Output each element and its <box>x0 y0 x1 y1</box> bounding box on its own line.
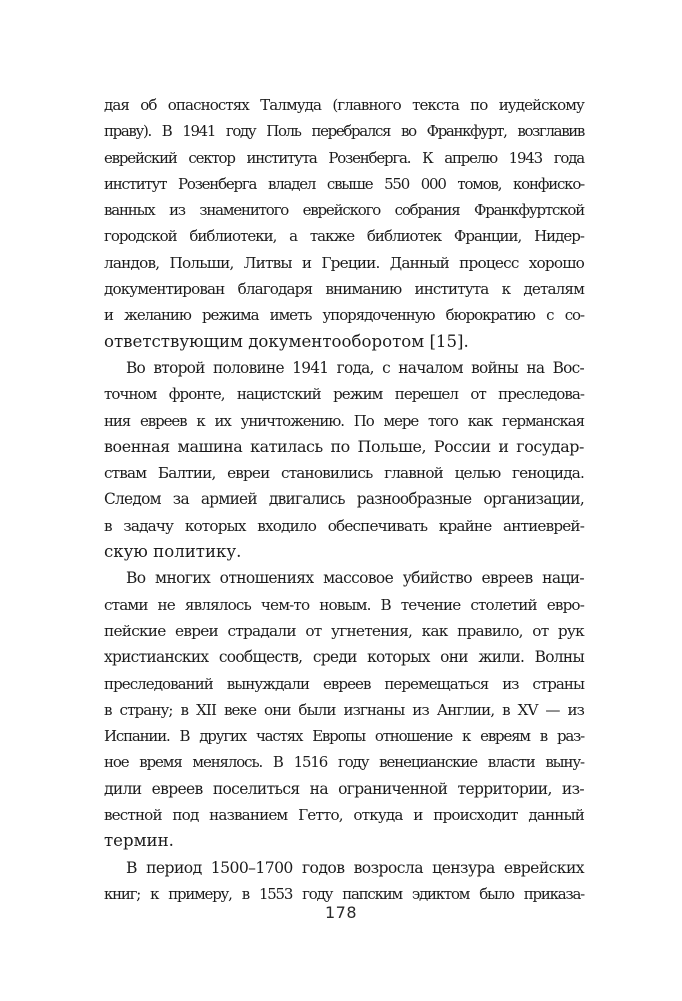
paragraph <box>104 92 584 355</box>
text-line: пейские евреи страдали от угнетения, как правило, от рук <box>104 621 584 640</box>
text-line: институт Розенберга владел свыше 550 000 томов, конфиско- <box>104 174 584 193</box>
text-line: дая об опасностях Талмуда (главного текста по иудейскому <box>104 96 584 114</box>
text-line: книг; к примеру, в 1553 году папским эдиктом было приказа- <box>104 884 584 903</box>
text-line: скую политику. <box>104 542 242 562</box>
body-text <box>104 92 584 907</box>
text-line: ответствующим документооборотом [15]. <box>104 331 469 351</box>
text-line: преследований вынуждали евреев перемещаться из страны <box>104 674 584 693</box>
paragraph <box>104 565 584 854</box>
text-line: христианских сообществ, среди которых они жили. Волны <box>104 648 584 667</box>
text-line: еврейский сектор института Розенберга. К апрелю 1943 года <box>104 148 584 167</box>
text-line: стами не являлось чем-то новым. В течение столетий евро- <box>104 595 584 614</box>
text-line: ствам Балтии, евреи становились главной целью геноцида. <box>104 464 584 483</box>
text-line: ландов, Польши, Литвы и Греции. Данный процесс хорошо <box>104 253 584 272</box>
text-line: вестной под названием Гетто, откуда и происходит данный <box>104 806 584 825</box>
text-line: В период 1500–1700 годов возросла цензура еврейских <box>126 858 584 877</box>
text-line: военная машина катилась по Польше, России и государ- <box>104 436 584 456</box>
text-line: ное время менялось. В 1516 году венецианские власти выну- <box>104 753 584 772</box>
text-line: ванных из знаменитого еврейского собрания Франкфуртской <box>104 201 584 220</box>
page-number: 178 <box>324 903 358 922</box>
text-line: Следом за армией двигались разнообразные организации, <box>104 490 584 509</box>
text-line: дили евреев поселиться на ограниченной территории, из- <box>104 779 584 798</box>
text-line: термин. <box>104 831 174 851</box>
paragraph <box>104 355 584 565</box>
text-line: городской библиотеки, а также библиотек Франции, Нидер- <box>104 227 584 246</box>
text-line: Во многих отношениях массовое убийство евреев наци- <box>126 569 584 588</box>
text-line: документирован благодаря вниманию института к деталям <box>104 280 584 299</box>
text-line: точном фронте, нацистский режим перешел от преследова- <box>104 385 584 404</box>
text-line: в задачу которых входило обеспечивать крайне антиеврей- <box>104 516 584 535</box>
text-line: Испании. В других частях Европы отношение к евреям в раз- <box>104 727 584 746</box>
text-line: праву). В 1941 году Поль перебрался во Франкфурт, возглавив <box>104 122 584 141</box>
text-line: в страну; в XII веке они были изгнаны из Англии, в XV — из <box>104 700 584 719</box>
paragraph <box>104 855 584 908</box>
text-line: ния евреев к их уничтожению. По мере того как германская <box>104 411 584 430</box>
text-line: Во второй половине 1941 года, с началом войны на Вос- <box>126 358 584 377</box>
text-line: и желанию режима иметь упорядоченную бюрократию с со- <box>104 306 584 325</box>
